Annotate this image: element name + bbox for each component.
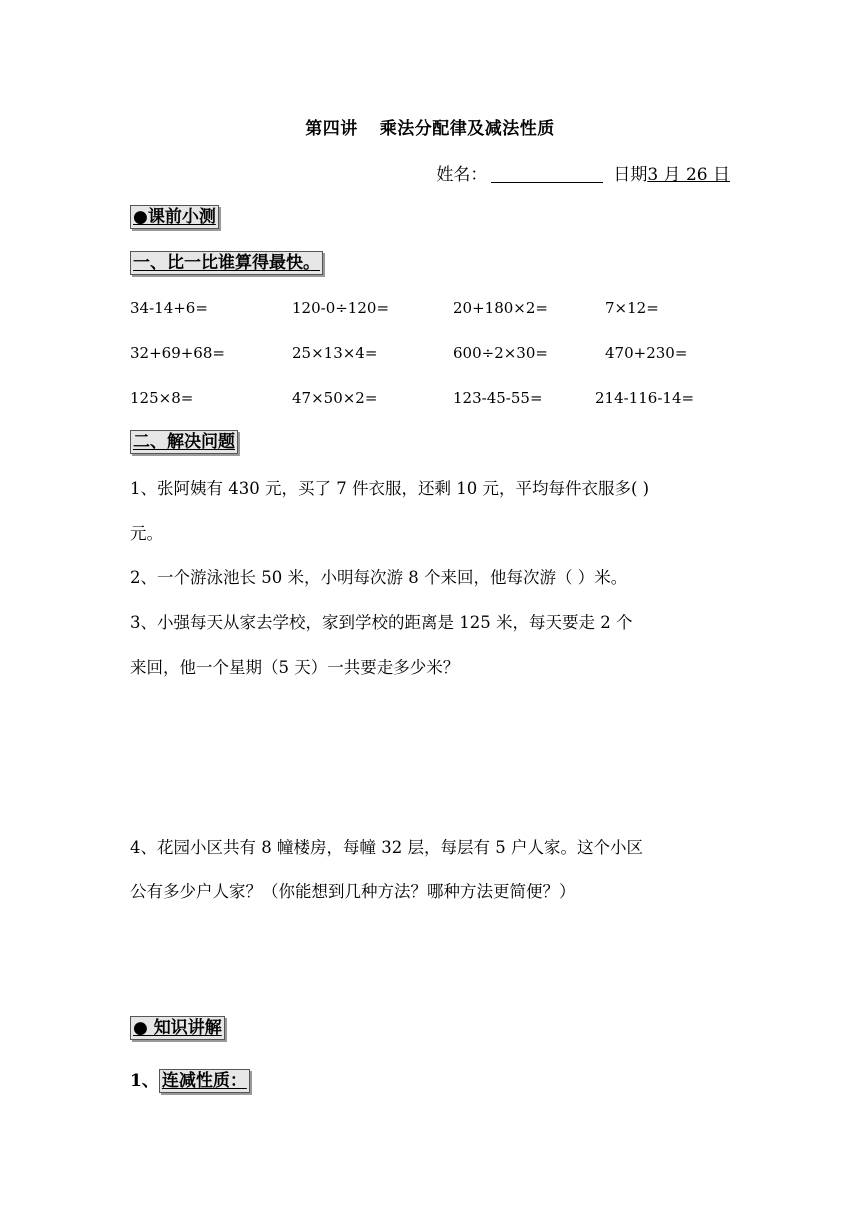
problem-1-line-1: 1、张阿姨有 430 元，买了 7 件衣服，还剩 10 元，平均每件衣服多( ) [130, 479, 650, 498]
problem-4-line-2: 公有多少户人家？（你能想到几种方法？哪种方法更简便？） [130, 882, 576, 901]
calc-item: 120-0÷120= [292, 299, 390, 317]
section-knowledge: ● 知识讲解 [130, 1016, 225, 1040]
knowledge-item-number: 1、 [130, 1071, 159, 1091]
calc-item: 470+230= [605, 344, 688, 362]
date-label: 日期 [613, 165, 648, 185]
knowledge-item-label: 连减性质： [159, 1069, 250, 1093]
title-lesson: 第四讲 [305, 119, 358, 139]
name-blank [491, 165, 603, 183]
calc-item: 34-14+6= [130, 299, 208, 317]
calc-item: 25×13×4= [292, 344, 378, 362]
problem-3-line-1: 3、小强每天从家去学校，家到学校的距离是 125 米，每天要走 2 个 [130, 613, 633, 632]
calc-item: 123-45-55= [453, 389, 543, 407]
calc-item: 125×8= [130, 389, 194, 407]
calc-item: 600÷2×30= [453, 344, 548, 362]
title-topic: 乘法分配律及减法性质 [379, 119, 555, 139]
calc-item: 7×12= [605, 299, 659, 317]
section-part1: 一、比一比谁算得最快。 [130, 251, 323, 275]
calc-item: 20+180×2= [453, 299, 548, 317]
section-part2: 二、解决问题 [130, 430, 238, 454]
knowledge-item-1 [130, 1066, 250, 1093]
calc-item: 47×50×2= [292, 389, 378, 407]
page-title [0, 114, 860, 139]
problem-3-line-2: 来回，他一个星期（5 天）一共要走多少米？ [130, 658, 460, 677]
calc-item: 32+69+68= [130, 344, 225, 362]
problem-2: 2、一个游泳池长 50 米，小明每次游 8 个来回，他每次游（ ）米。 [130, 568, 628, 587]
calc-item: 214-116-14= [595, 389, 695, 407]
date-value: 3 月 26 日 [647, 165, 730, 185]
problem-1-line-2: 元。 [130, 524, 163, 543]
section-pretest: ●课前小测 [130, 205, 219, 229]
problem-4-line-1: 4、花园小区共有 8 幢楼房，每幢 32 层，每层有 5 户人家。这个小区 [130, 838, 643, 857]
name-date-line [436, 160, 730, 185]
name-label: 姓名： [436, 165, 488, 185]
